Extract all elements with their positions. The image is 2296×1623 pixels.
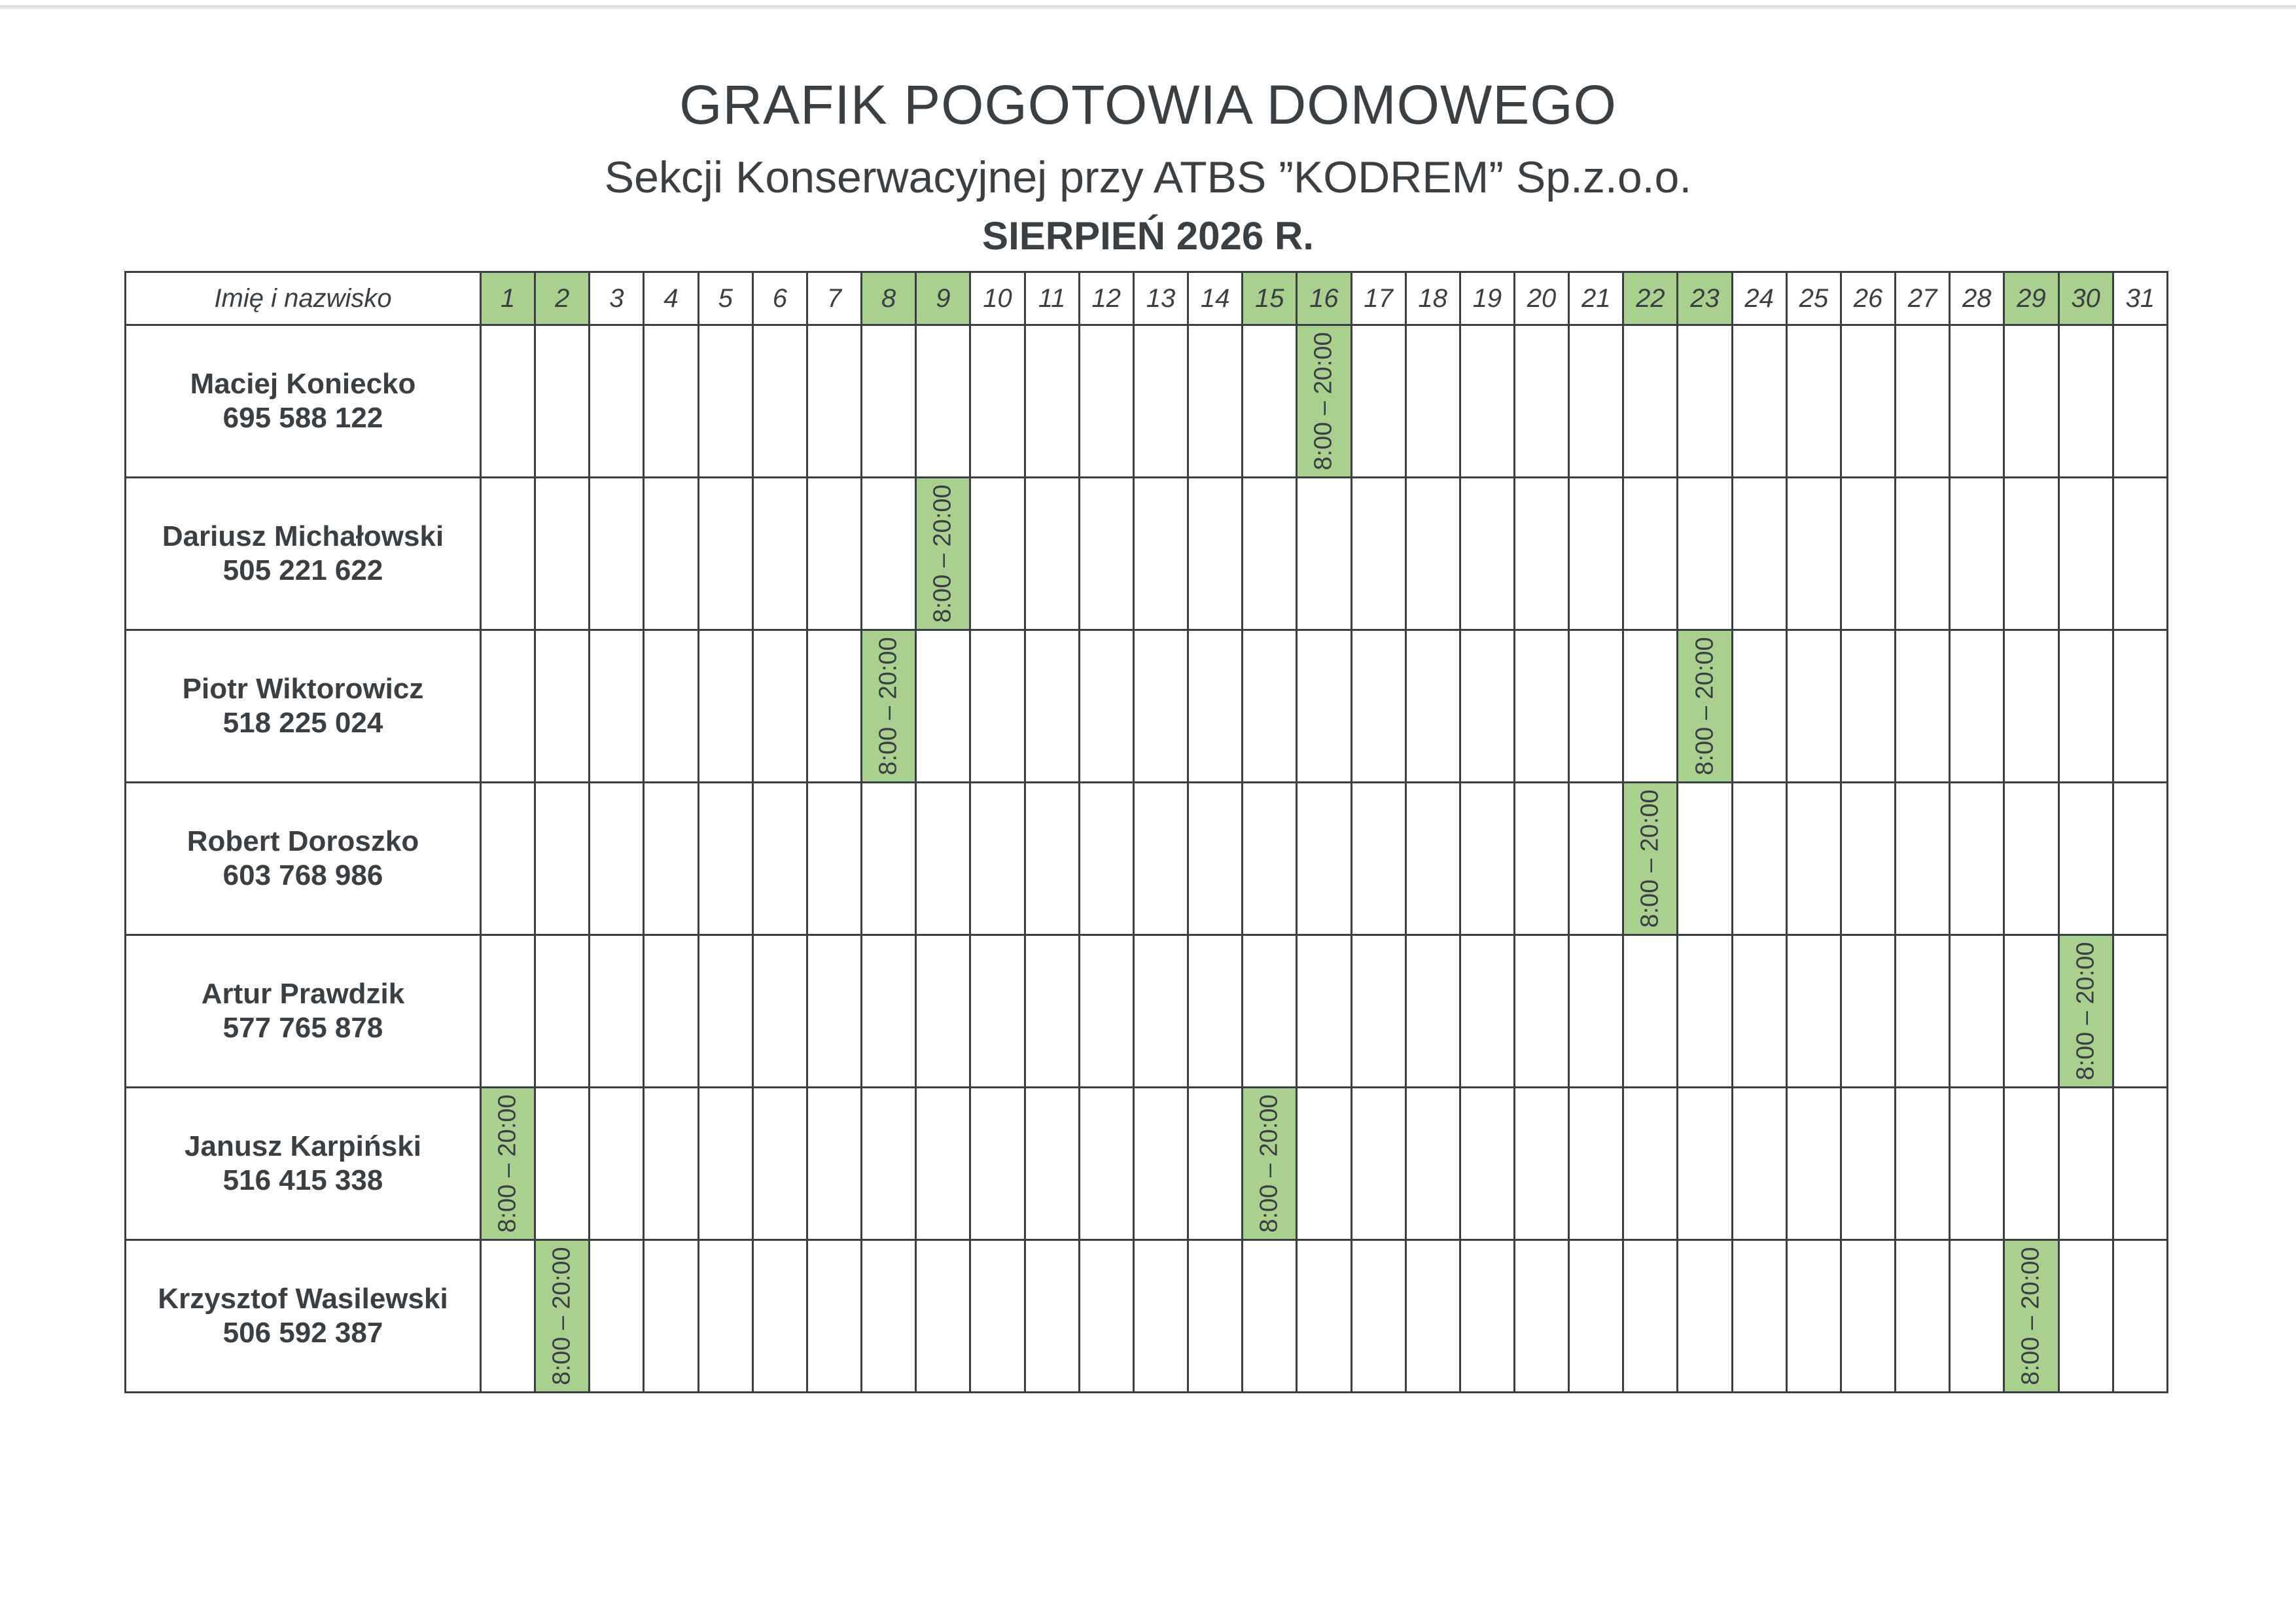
day-cell-22 (1623, 630, 1678, 783)
day-cell-14 (1188, 325, 1243, 478)
day-cell-16 (1297, 1240, 1351, 1393)
day-cell-26 (1841, 478, 1895, 630)
day-cell-16 (1297, 478, 1351, 630)
page-subtitle: Sekcji Konserwacyjnej przy ATBS ”KODREM” Sp.z.o.o. (604, 152, 1692, 202)
day-header-27: 27 (1896, 272, 1950, 325)
day-cell-14 (1188, 630, 1243, 783)
person-cell (126, 325, 481, 478)
month-heading: SIERPIEŃ 2026 R. (982, 214, 1314, 258)
shift-hours: 8:00 – 20:00 (2072, 942, 2100, 1080)
day-cell-24 (1732, 630, 1786, 783)
day-cell-6 (752, 935, 807, 1088)
day-cell-9 (916, 1240, 970, 1393)
day-cell-19 (1460, 478, 1514, 630)
day-cell-18 (1405, 630, 1460, 783)
day-cell-28 (1950, 935, 2004, 1088)
day-header-28: 28 (1950, 272, 2004, 325)
day-cell-27 (1896, 1240, 1950, 1393)
day-cell-25 (1786, 478, 1841, 630)
day-cell-26 (1841, 325, 1895, 478)
table-row (126, 935, 2168, 1088)
duty-cell-day-8 (862, 630, 916, 783)
day-cell-7 (807, 1088, 861, 1240)
day-cell-7 (807, 1240, 861, 1393)
day-cell-21 (1569, 1240, 1623, 1393)
shift-hours: 8:00 – 20:00 (548, 1247, 576, 1385)
day-cell-5 (698, 478, 752, 630)
day-cell-19 (1460, 935, 1514, 1088)
day-cell-7 (807, 783, 861, 935)
duty-cell-day-22 (1623, 783, 1678, 935)
day-cell-21 (1569, 630, 1623, 783)
day-cell-12 (1079, 325, 1133, 478)
day-cell-12 (1079, 478, 1133, 630)
day-cell-12 (1079, 783, 1133, 935)
day-cell-20 (1514, 478, 1568, 630)
day-header-26: 26 (1841, 272, 1895, 325)
day-cell-11 (1025, 1088, 1079, 1240)
day-cell-27 (1896, 935, 1950, 1088)
day-cell-23 (1678, 1240, 1732, 1393)
day-cell-10 (970, 1088, 1025, 1240)
day-cell-4 (644, 478, 698, 630)
day-cell-5 (698, 325, 752, 478)
day-cell-15 (1243, 630, 1297, 783)
day-cell-25 (1786, 1088, 1841, 1240)
day-cell-22 (1623, 478, 1678, 630)
person-name: Robert Doroszko (186, 825, 419, 857)
day-cell-7 (807, 630, 861, 783)
day-cell-6 (752, 630, 807, 783)
person-name: Janusz Karpiński (185, 1130, 421, 1162)
day-cell-27 (1896, 630, 1950, 783)
day-cell-25 (1786, 783, 1841, 935)
day-cell-3 (590, 325, 644, 478)
day-cell-19 (1460, 1240, 1514, 1393)
day-cell-19 (1460, 325, 1514, 478)
day-cell-11 (1025, 783, 1079, 935)
day-cell-27 (1896, 783, 1950, 935)
day-cell-31 (2113, 1088, 2167, 1240)
day-cell-26 (1841, 935, 1895, 1088)
day-cell-28 (1950, 478, 2004, 630)
day-cell-25 (1786, 1240, 1841, 1393)
day-header-8: 8 (862, 272, 916, 325)
day-cell-6 (752, 478, 807, 630)
duty-schedule-table (124, 271, 2168, 1393)
day-cell-26 (1841, 783, 1895, 935)
shift-hours: 8:00 – 20:00 (928, 484, 957, 623)
day-cell-18 (1405, 325, 1460, 478)
duty-cell-day-15 (1243, 1088, 1297, 1240)
duty-cell-day-16 (1297, 325, 1351, 478)
day-cell-15 (1243, 935, 1297, 1088)
day-header-24: 24 (1732, 272, 1786, 325)
day-cell-15 (1243, 478, 1297, 630)
day-cell-10 (970, 630, 1025, 783)
day-cell-3 (590, 478, 644, 630)
day-cell-21 (1569, 478, 1623, 630)
day-cell-12 (1079, 1088, 1133, 1240)
person-phone: 577 765 878 (222, 1012, 383, 1044)
day-cell-30 (2058, 783, 2113, 935)
day-cell-13 (1133, 1088, 1188, 1240)
day-cell-2 (535, 325, 590, 478)
table-row (126, 1088, 2168, 1240)
shift-hours: 8:00 – 20:00 (874, 637, 902, 776)
day-cell-3 (590, 783, 644, 935)
day-cell-1 (481, 630, 535, 783)
day-header-11: 11 (1025, 272, 1079, 325)
day-cell-17 (1351, 935, 1405, 1088)
person-phone: 603 768 986 (222, 859, 383, 891)
day-cell-29 (2004, 1088, 2058, 1240)
day-cell-2 (535, 478, 590, 630)
day-header-12: 12 (1079, 272, 1133, 325)
day-cell-5 (698, 1088, 752, 1240)
person-cell (126, 1240, 481, 1393)
day-cell-6 (752, 1240, 807, 1393)
day-header-30: 30 (2058, 272, 2113, 325)
person-name: Maciej Koniecko (190, 368, 416, 400)
person-phone: 505 221 622 (222, 554, 383, 586)
shift-hours: 8:00 – 20:00 (2017, 1247, 2045, 1385)
scan-edge-line (0, 5, 2296, 9)
day-cell-18 (1405, 478, 1460, 630)
day-cell-31 (2113, 630, 2167, 783)
day-cell-10 (970, 1240, 1025, 1393)
day-cell-21 (1569, 325, 1623, 478)
day-cell-27 (1896, 1088, 1950, 1240)
day-cell-20 (1514, 783, 1568, 935)
day-cell-9 (916, 630, 970, 783)
day-header-7: 7 (807, 272, 861, 325)
day-cell-28 (1950, 1088, 2004, 1240)
day-cell-31 (2113, 935, 2167, 1088)
day-cell-4 (644, 783, 698, 935)
day-cell-2 (535, 630, 590, 783)
day-header-4: 4 (644, 272, 698, 325)
day-header-5: 5 (698, 272, 752, 325)
day-cell-17 (1351, 1088, 1405, 1240)
day-header-15: 15 (1243, 272, 1297, 325)
day-cell-14 (1188, 478, 1243, 630)
day-cell-27 (1896, 478, 1950, 630)
day-cell-5 (698, 1240, 752, 1393)
shift-hours: 8:00 – 20:00 (493, 1094, 521, 1233)
day-cell-14 (1188, 1088, 1243, 1240)
day-cell-19 (1460, 783, 1514, 935)
day-cell-5 (698, 630, 752, 783)
day-cell-31 (2113, 1240, 2167, 1393)
day-cell-28 (1950, 1240, 2004, 1393)
day-cell-9 (916, 325, 970, 478)
day-cell-14 (1188, 783, 1243, 935)
shift-hours: 8:00 – 20:00 (1636, 789, 1664, 928)
day-cell-15 (1243, 1240, 1297, 1393)
day-cell-8 (862, 478, 916, 630)
day-cell-7 (807, 325, 861, 478)
person-name: Artur Prawdzik (201, 978, 405, 1010)
person-phone: 518 225 024 (222, 707, 383, 739)
day-header-2: 2 (535, 272, 590, 325)
day-cell-29 (2004, 325, 2058, 478)
day-cell-14 (1188, 1240, 1243, 1393)
day-cell-28 (1950, 630, 2004, 783)
day-cell-13 (1133, 630, 1188, 783)
duty-cell-day-30 (2058, 935, 2113, 1088)
day-cell-8 (862, 1240, 916, 1393)
duty-cell-day-2 (535, 1240, 590, 1393)
day-header-21: 21 (1569, 272, 1623, 325)
day-cell-2 (535, 783, 590, 935)
day-cell-31 (2113, 478, 2167, 630)
day-cell-23 (1678, 325, 1732, 478)
day-cell-23 (1678, 478, 1732, 630)
day-cell-4 (644, 325, 698, 478)
day-cell-17 (1351, 325, 1405, 478)
day-cell-8 (862, 1088, 916, 1240)
day-cell-3 (590, 1088, 644, 1240)
day-cell-11 (1025, 935, 1079, 1088)
day-cell-23 (1678, 935, 1732, 1088)
day-cell-16 (1297, 935, 1351, 1088)
day-cell-13 (1133, 783, 1188, 935)
day-cell-18 (1405, 1240, 1460, 1393)
day-cell-7 (807, 478, 861, 630)
duty-cell-day-29 (2004, 1240, 2058, 1393)
day-cell-11 (1025, 1240, 1079, 1393)
day-header-17: 17 (1351, 272, 1405, 325)
day-cell-29 (2004, 935, 2058, 1088)
day-cell-12 (1079, 1240, 1133, 1393)
person-cell (126, 1088, 481, 1240)
day-cell-15 (1243, 783, 1297, 935)
day-cell-13 (1133, 478, 1188, 630)
person-cell (126, 478, 481, 630)
day-cell-2 (535, 1088, 590, 1240)
day-cell-23 (1678, 1088, 1732, 1240)
person-phone: 695 588 122 (222, 402, 383, 434)
person-name: Dariusz Michałowski (162, 520, 444, 552)
day-header-22: 22 (1623, 272, 1678, 325)
day-cell-21 (1569, 1088, 1623, 1240)
day-cell-24 (1732, 935, 1786, 1088)
day-cell-20 (1514, 325, 1568, 478)
day-cell-3 (590, 935, 644, 1088)
day-header-13: 13 (1133, 272, 1188, 325)
day-cell-30 (2058, 1088, 2113, 1240)
day-cell-7 (807, 935, 861, 1088)
table-row (126, 630, 2168, 783)
day-header-14: 14 (1188, 272, 1243, 325)
day-cell-13 (1133, 1240, 1188, 1393)
day-cell-23 (1678, 783, 1732, 935)
day-cell-22 (1623, 325, 1678, 478)
day-cell-2 (535, 935, 590, 1088)
day-header-20: 20 (1514, 272, 1568, 325)
day-cell-4 (644, 935, 698, 1088)
day-cell-22 (1623, 1088, 1678, 1240)
day-cell-9 (916, 935, 970, 1088)
day-cell-1 (481, 935, 535, 1088)
day-cell-28 (1950, 325, 2004, 478)
day-cell-1 (481, 1240, 535, 1393)
day-cell-24 (1732, 478, 1786, 630)
day-header-31: 31 (2113, 272, 2167, 325)
day-cell-11 (1025, 478, 1079, 630)
day-cell-12 (1079, 630, 1133, 783)
name-column-header: Imię i nazwisko (126, 272, 481, 325)
day-cell-15 (1243, 325, 1297, 478)
day-header-1: 1 (481, 272, 535, 325)
day-cell-12 (1079, 935, 1133, 1088)
table-row (126, 783, 2168, 935)
day-cell-1 (481, 325, 535, 478)
person-phone: 506 592 387 (222, 1317, 383, 1349)
day-cell-25 (1786, 630, 1841, 783)
day-cell-20 (1514, 630, 1568, 783)
person-cell (126, 935, 481, 1088)
day-header-25: 25 (1786, 272, 1841, 325)
day-cell-11 (1025, 325, 1079, 478)
shift-hours: 8:00 – 20:00 (1691, 637, 1719, 776)
table-row (126, 325, 2168, 478)
shift-hours: 8:00 – 20:00 (1255, 1094, 1283, 1233)
day-cell-20 (1514, 1088, 1568, 1240)
day-cell-26 (1841, 1088, 1895, 1240)
day-cell-31 (2113, 783, 2167, 935)
day-cell-8 (862, 325, 916, 478)
day-header-16: 16 (1297, 272, 1351, 325)
person-name: Krzysztof Wasilewski (158, 1283, 448, 1315)
shift-hours: 8:00 – 20:00 (1309, 332, 1337, 471)
day-cell-17 (1351, 1240, 1405, 1393)
day-cell-1 (481, 783, 535, 935)
person-phone: 516 415 338 (222, 1164, 383, 1196)
duty-cell-day-23 (1678, 630, 1732, 783)
page-title: GRAFIK POGOTOWIA DOMOWEGO (679, 74, 1617, 135)
day-cell-22 (1623, 935, 1678, 1088)
day-header-18: 18 (1405, 272, 1460, 325)
day-cell-17 (1351, 783, 1405, 935)
day-cell-24 (1732, 1088, 1786, 1240)
day-cell-13 (1133, 935, 1188, 1088)
day-cell-13 (1133, 325, 1188, 478)
day-cell-24 (1732, 325, 1786, 478)
day-cell-17 (1351, 630, 1405, 783)
day-cell-14 (1188, 935, 1243, 1088)
person-cell (126, 630, 481, 783)
duty-cell-day-9 (916, 478, 970, 630)
day-header-10: 10 (970, 272, 1025, 325)
duty-cell-day-1 (481, 1088, 535, 1240)
day-cell-1 (481, 478, 535, 630)
day-header-6: 6 (752, 272, 807, 325)
day-cell-24 (1732, 783, 1786, 935)
day-cell-10 (970, 478, 1025, 630)
day-cell-3 (590, 630, 644, 783)
day-cell-6 (752, 1088, 807, 1240)
day-cell-28 (1950, 783, 2004, 935)
day-cell-5 (698, 783, 752, 935)
day-cell-10 (970, 935, 1025, 1088)
day-cell-30 (2058, 630, 2113, 783)
day-cell-25 (1786, 935, 1841, 1088)
day-cell-10 (970, 783, 1025, 935)
header-row (126, 272, 2168, 325)
day-cell-18 (1405, 783, 1460, 935)
day-cell-11 (1025, 630, 1079, 783)
day-cell-20 (1514, 1240, 1568, 1393)
day-header-29: 29 (2004, 272, 2058, 325)
schedule-body (126, 325, 2168, 1393)
day-cell-8 (862, 783, 916, 935)
day-cell-9 (916, 1088, 970, 1240)
day-cell-24 (1732, 1240, 1786, 1393)
day-cell-26 (1841, 630, 1895, 783)
day-cell-19 (1460, 630, 1514, 783)
day-cell-6 (752, 325, 807, 478)
day-cell-5 (698, 935, 752, 1088)
day-cell-22 (1623, 1240, 1678, 1393)
day-cell-18 (1405, 935, 1460, 1088)
day-cell-4 (644, 1088, 698, 1240)
day-cell-8 (862, 935, 916, 1088)
day-cell-10 (970, 325, 1025, 478)
table-row (126, 478, 2168, 630)
day-cell-27 (1896, 325, 1950, 478)
day-cell-30 (2058, 325, 2113, 478)
day-cell-29 (2004, 783, 2058, 935)
day-cell-30 (2058, 1240, 2113, 1393)
day-cell-4 (644, 630, 698, 783)
day-cell-25 (1786, 325, 1841, 478)
day-cell-21 (1569, 783, 1623, 935)
day-cell-29 (2004, 630, 2058, 783)
person-cell (126, 783, 481, 935)
day-cell-21 (1569, 935, 1623, 1088)
day-cell-26 (1841, 1240, 1895, 1393)
day-cell-20 (1514, 935, 1568, 1088)
day-cell-16 (1297, 1088, 1351, 1240)
day-cell-16 (1297, 630, 1351, 783)
person-name: Piotr Wiktorowicz (182, 673, 424, 705)
day-cell-4 (644, 1240, 698, 1393)
day-header-3: 3 (590, 272, 644, 325)
day-header-9: 9 (916, 272, 970, 325)
day-cell-9 (916, 783, 970, 935)
day-cell-30 (2058, 478, 2113, 630)
day-cell-19 (1460, 1088, 1514, 1240)
day-header-19: 19 (1460, 272, 1514, 325)
day-cell-29 (2004, 478, 2058, 630)
day-cell-18 (1405, 1088, 1460, 1240)
day-cell-3 (590, 1240, 644, 1393)
day-cell-31 (2113, 325, 2167, 478)
day-cell-16 (1297, 783, 1351, 935)
table-row (126, 1240, 2168, 1393)
day-header-23: 23 (1678, 272, 1732, 325)
day-cell-17 (1351, 478, 1405, 630)
day-cell-6 (752, 783, 807, 935)
